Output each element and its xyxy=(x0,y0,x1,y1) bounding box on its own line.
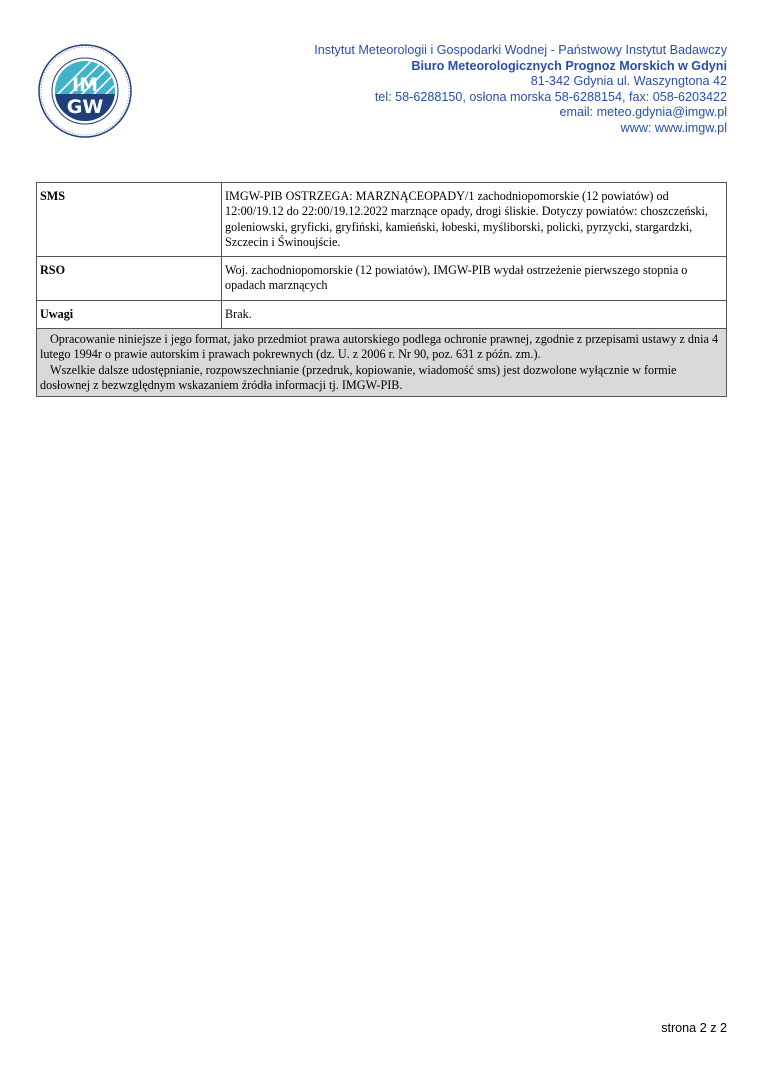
address: 81-342 Gdynia ul. Waszyngtona 42 xyxy=(530,74,727,89)
letterhead xyxy=(267,43,727,137)
warning-table xyxy=(36,182,727,397)
logo-text-bottom: GW xyxy=(66,96,104,118)
copyright-paragraph-2: Wszelkie dalsze udostępnianie, rozpowszechnianie (przedruk, kopiowanie, wiadomość sms) jest dozwolone wyłącznie w formie dosłownej z bezwzględnym wskazaniem źródła informacji tj. IMGW-PIB. xyxy=(40,362,677,392)
table-row-sms xyxy=(37,183,727,257)
copyright-note xyxy=(37,329,727,397)
row-text-rso: Woj. zachodniopomorskie (12 powiatów), IMGW-PIB wydał ostrzeżenie pierwszego stopnia o opadach marznących xyxy=(222,257,727,301)
table-row-copyright xyxy=(37,329,727,397)
row-label-rso: RSO xyxy=(37,257,222,301)
website[interactable]: www: www.imgw.pl xyxy=(620,120,727,135)
logo-text-top: IM xyxy=(72,74,98,96)
imgw-logo xyxy=(38,44,132,138)
email-address[interactable]: email: meteo.gdynia@imgw.pl xyxy=(559,105,727,120)
office-name: Biuro Meteorologicznych Prognoz Morskich w Gdyni xyxy=(411,58,727,73)
table-row-uwagi xyxy=(37,300,727,328)
row-text-sms: IMGW-PIB OSTRZEGA: MARZNĄCEOPADY/1 zachodniopomorskie (12 powiatów) od 12:00/19.12 do 22:00/19.12.2022 marznące opady, drogi śliskie. Dotyczy powiatów: choszczeński, goleniowski, gryficki, gryfiński, kamieński, łobeski, myśliborski, policki, pyrzycki, stargardzki, Szczecin i Świnoujście. xyxy=(222,183,727,257)
row-text-uwagi: Brak. xyxy=(222,300,727,328)
page-number: strona 2 z 2 xyxy=(661,1021,727,1035)
row-label-uwagi: Uwagi xyxy=(37,300,222,328)
copyright-paragraph-1: Opracowanie niniejsze i jego format, jako przedmiot prawa autorskiego podlega ochronie prawnej, zgodnie z przepisami ustawy z dnia 4 lutego 1994r o prawie autorskim i prawach pokrewnych (dz. U. z 2006 r. Nr 90, poz. 631 z późn. zm.). xyxy=(40,332,719,362)
phone-numbers: tel: 58-6288150, osłona morska 58-6288154, fax: 058-6203422 xyxy=(374,89,727,104)
row-label-sms: SMS xyxy=(37,183,222,257)
institute-name: Instytut Meteorologii i Gospodarki Wodnej - Państwowy Instytut Badawczy xyxy=(314,43,727,57)
table-row-rso xyxy=(37,257,727,301)
